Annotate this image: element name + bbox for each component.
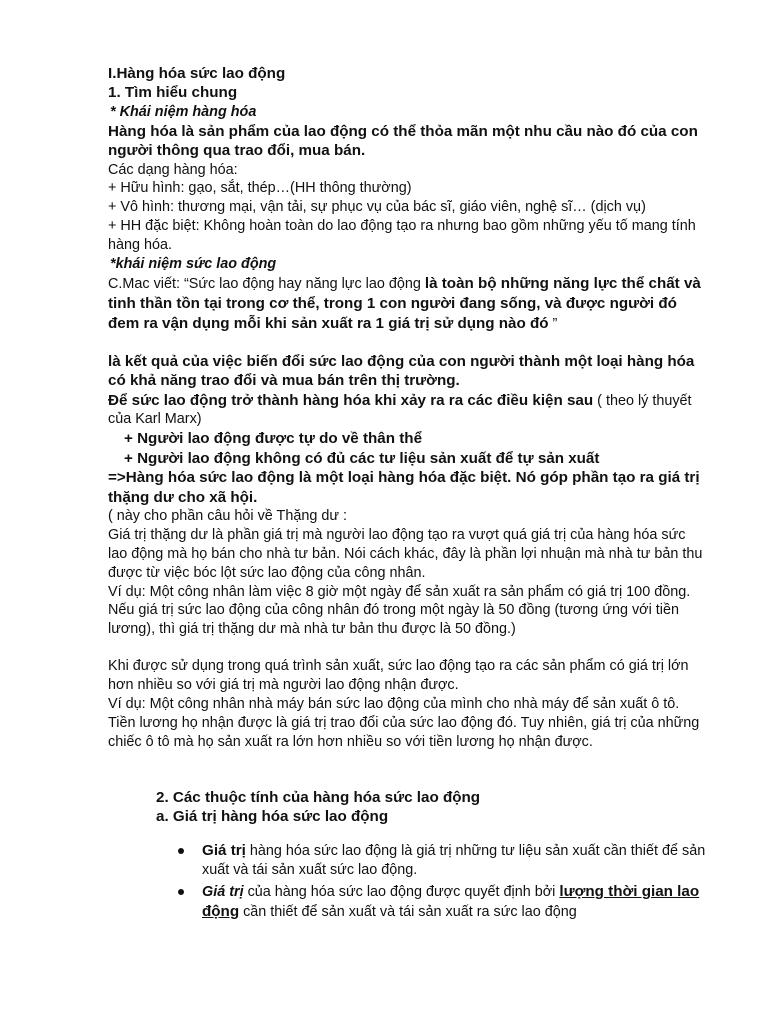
bullet-dot-icon (178, 889, 184, 895)
conditions-paragraph (108, 391, 708, 430)
bullet-dot-icon (178, 848, 184, 854)
factory-example: Ví dụ: Một công nhân nhà máy bán sức lao động của mình cho nhà máy để sản xuất ô tô. Tiền lương họ nhận được là giá trị trao đổi của sức lao động đó. Tuy nhiên, giá trị của những chiếc ô tô mà họ sản xuất ra lớn hơn nhiều so với tiền lương họ nhận được. (108, 696, 700, 750)
condition-2: + Người lao động không có đủ các tư liệu sản xuất để tự sản xuất (124, 449, 600, 467)
section-1-heading: 1. Tìm hiểu chung (108, 84, 238, 102)
surplus-example: Ví dụ: Một công nhân làm việc 8 giờ một ngày để sản xuất ra sản phẩm có giá trị 100 đồng. Nếu giá trị sức lao động của công nhân đó trong một ngày là 50 đồng (tương ứng với tiền lương), thì giá trị thặng dư mà nhà tư bản thu được là 50 đồng.) (108, 583, 691, 638)
spacer (108, 334, 708, 352)
surplus-definition: Giá trị thặng dư là phần giá trị mà người lao động tạo ra vượt quá giá trị của hàng hóa sức lao động mà họ bán cho nhà tư bản. Nói cách khác, đây là phần lợi nhuận mà nhà tư bản thu được từ việc bóc lột sức lao động của công nhân. (108, 526, 703, 581)
bullet-1-text: hàng hóa sức lao động là giá trị những tư liệu sản xuất cần thiết để sản xuất và tái sản xuất sức lao động. (202, 842, 706, 878)
document-page (108, 64, 708, 925)
concept-goods-heading: * Khái niệm hàng hóa (110, 103, 257, 120)
spacer (108, 639, 708, 657)
usage-paragraph: Khi được sử dụng trong quá trình sản xuất, sức lao động tạo ra các sản phẩm có giá trị lớn hơn nhiều so với giá trị mà người lao động nhận được. (108, 658, 689, 694)
concept-labor-heading: *khái niệm sức lao động (110, 256, 277, 273)
condition-1: + Người lao động được tự do về thân thể (124, 430, 423, 448)
section-2a-heading: a. Giá trị hàng hóa sức lao động (156, 808, 389, 826)
spacer (108, 827, 708, 841)
goods-forms-intro: Các dạng hàng hóa: (108, 161, 238, 178)
surplus-note-intro: ( này cho phần câu hỏi về Thặng dư : (108, 507, 347, 524)
value-bullet-list (174, 841, 708, 923)
section-2-heading: 2. Các thuộc tính của hàng hóa sức lao động (156, 788, 481, 806)
conditions-bold: Để sức lao động trở thành hàng hóa khi xảy ra ra các điều kiện sau (108, 391, 594, 409)
bullet-2-text: của hàng hóa sức lao động được quyết định bởi (243, 884, 560, 901)
goods-form-special: + HH đặc biệt: Không hoàn toàn do lao động tạo ra nhưng bao gồm những yếu tố mang tính hàng hóa. (108, 218, 696, 254)
marx-quote-suffix: ” (548, 315, 558, 332)
bullet-2-underlined: lượng thời gian lao động (202, 883, 700, 921)
conditions-note: ( theo lý thuyết của Karl Marx) (108, 392, 692, 428)
spacer (108, 752, 708, 788)
concept-goods-definition: Hàng hóa là sản phẩm của lao động có thể thỏa mãn một nhu cầu nào đó của con người thông qua trao đổi, mua bán. (108, 122, 698, 160)
marx-quote-prefix: C.Mac viết: “Sức lao động hay năng lực lao động (108, 275, 425, 292)
bullet-2-italic: Giá trị (202, 884, 244, 901)
result-paragraph: là kết quả của việc biến đổi sức lao động của con người thành một loại hàng hóa có khả năng trao đổi và mua bán trên thị trường. (108, 352, 695, 390)
marx-quote (108, 274, 708, 334)
list-item (174, 841, 708, 880)
bullet-1-bold: Giá trị (202, 841, 246, 859)
doc-title: I.Hàng hóa sức lao động (108, 65, 286, 82)
marx-quote-bold: là toàn bộ những năng lực thể chất và tinh thần tồn tại trong cơ thể, trong 1 con người đang sống, và được người đó đem ra vận dụng mỗi khi sản xuất ra 1 giá trị sử dụng nào đó (108, 274, 701, 332)
goods-form-intangible: + Vô hình: thương mại, vận tải, sự phục vụ của bác sĩ, giáo viên, nghệ sĩ… (dịch vụ) (108, 199, 646, 216)
bullet-2-rest: cần thiết để sản xuất và tái sản xuất ra sức lao động (239, 904, 577, 921)
list-item (174, 882, 708, 922)
conclusion: =>Hàng hóa sức lao động là một loại hàng hóa đặc biệt. Nó góp phần tạo ra giá trị thặng dư cho xã hội. (108, 469, 700, 506)
goods-form-tangible: + Hữu hình: gạo, sắt, thép…(HH thông thường) (108, 180, 412, 197)
